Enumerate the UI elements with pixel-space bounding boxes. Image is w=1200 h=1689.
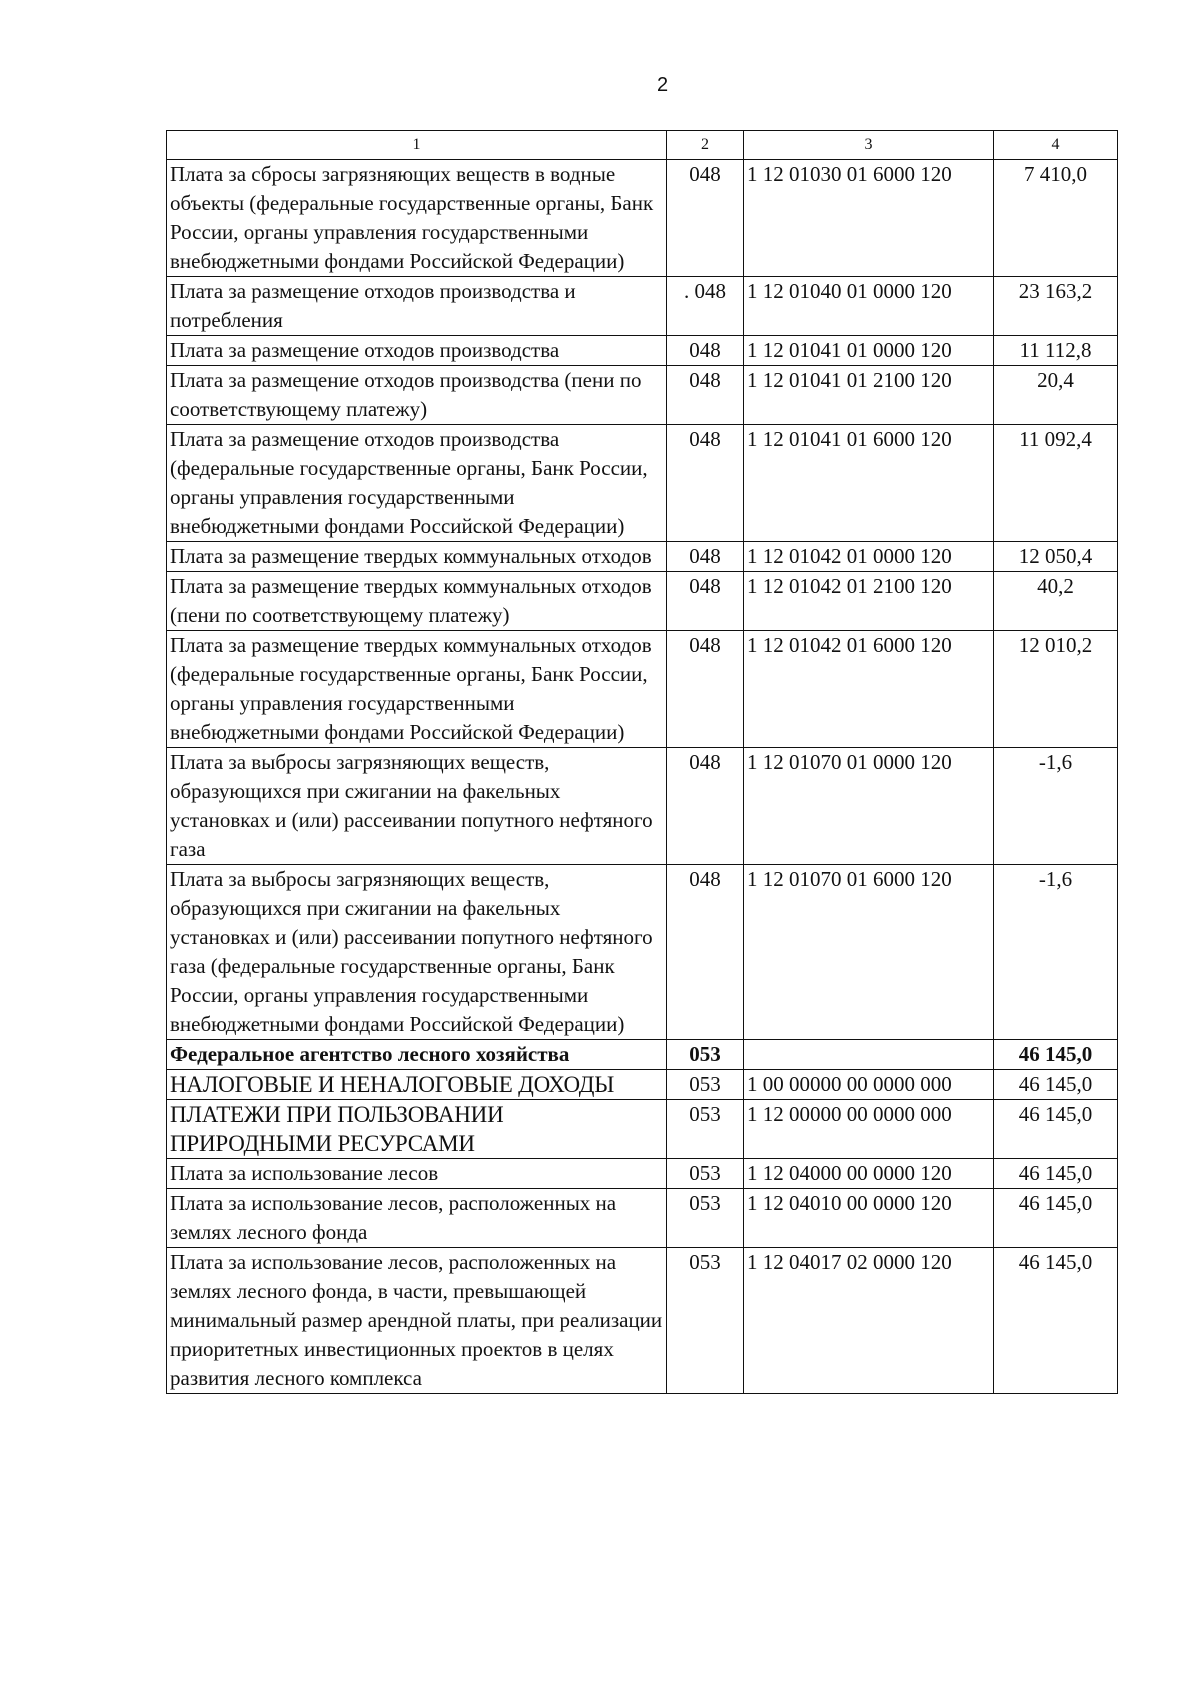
amount-cell: 46 145,0: [994, 1070, 1118, 1100]
description-cell: Плата за использование лесов, расположенных на землях лесного фонда: [167, 1189, 667, 1248]
table-row: [167, 160, 1118, 277]
column-header-1: 1: [167, 131, 667, 160]
budget-code-cell: 1 12 04000 00 0000 120: [744, 1159, 994, 1189]
column-header-4: 4: [994, 131, 1118, 160]
amount-cell: 7 410,0: [994, 160, 1118, 277]
description-cell: Плата за размещение твердых коммунальных отходов (федеральные государственные органы, Банк России, органы управления государственными внебюджетными фондами Российской Федерации): [167, 631, 667, 748]
budget-code-cell: [744, 1040, 994, 1070]
amount-cell: 11 112,8: [994, 336, 1118, 366]
budget-code-cell: 1 12 01070 01 0000 120: [744, 748, 994, 865]
table-row: [167, 366, 1118, 425]
description-cell: Плата за использование лесов: [167, 1159, 667, 1189]
description-cell: Плата за размещение отходов производства: [167, 336, 667, 366]
table-row: [167, 1040, 1118, 1070]
column-header-2: 2: [667, 131, 744, 160]
amount-cell: 46 145,0: [994, 1040, 1118, 1070]
amount-cell: 20,4: [994, 366, 1118, 425]
description-cell: ПЛАТЕЖИ ПРИ ПОЛЬЗОВАНИИ ПРИРОДНЫМИ РЕСУРСАМИ: [167, 1100, 667, 1159]
admin-code-cell: 048: [667, 631, 744, 748]
table-row: [167, 542, 1118, 572]
amount-cell: 12 010,2: [994, 631, 1118, 748]
table-row: [167, 277, 1118, 336]
amount-cell: -1,6: [994, 748, 1118, 865]
budget-code-cell: 1 12 01042 01 0000 120: [744, 542, 994, 572]
budget-code-cell: 1 12 01041 01 2100 120: [744, 366, 994, 425]
admin-code-cell: 048: [667, 748, 744, 865]
admin-code-cell: 053: [667, 1248, 744, 1394]
table-row: [167, 865, 1118, 1040]
budget-code-cell: 1 12 00000 00 0000 000: [744, 1100, 994, 1159]
budget-code-cell: 1 12 04017 02 0000 120: [744, 1248, 994, 1394]
budget-code-cell: 1 12 01070 01 6000 120: [744, 865, 994, 1040]
admin-code-cell: 048: [667, 425, 744, 542]
admin-code-cell: 048: [667, 572, 744, 631]
amount-cell: 46 145,0: [994, 1248, 1118, 1394]
budget-code-cell: 1 12 01041 01 6000 120: [744, 425, 994, 542]
admin-code-cell: 053: [667, 1189, 744, 1248]
amount-cell: 40,2: [994, 572, 1118, 631]
budget-code-cell: 1 12 04010 00 0000 120: [744, 1189, 994, 1248]
description-cell: Плата за выбросы загрязняющих веществ, образующихся при сжигании на факельных установках и (или) рассеивании попутного нефтяного газа (федеральные государственные органы, Банк России, органы управления государственными внебюджетными фондами Российской Федерации): [167, 865, 667, 1040]
description-cell: Плата за выбросы загрязняющих веществ, образующихся при сжигании на факельных установках и (или) рассеивании попутного нефтяного газа: [167, 748, 667, 865]
budget-code-cell: 1 12 01041 01 0000 120: [744, 336, 994, 366]
admin-code-cell: 053: [667, 1040, 744, 1070]
admin-code-cell: 053: [667, 1100, 744, 1159]
table-header-row: [167, 131, 1118, 160]
budget-code-cell: 1 12 01040 01 0000 120: [744, 277, 994, 336]
table-row: [167, 1100, 1118, 1159]
admin-code-cell: 048: [667, 542, 744, 572]
description-cell: Плата за размещение отходов производства (пени по соответствующему платежу): [167, 366, 667, 425]
description-cell: Плата за размещение твердых коммунальных отходов (пени по соответствующему платежу): [167, 572, 667, 631]
budget-code-cell: 1 00 00000 00 0000 000: [744, 1070, 994, 1100]
description-cell: Плата за размещение отходов производства и потребления: [167, 277, 667, 336]
amount-cell: 12 050,4: [994, 542, 1118, 572]
admin-code-cell: 048: [667, 366, 744, 425]
description-cell: Плата за размещение отходов производства (федеральные государственные органы, Банк России, органы управления государственными внебюджетными фондами Российской Федерации): [167, 425, 667, 542]
admin-code-cell: 048: [667, 336, 744, 366]
admin-code-cell: . 048: [667, 277, 744, 336]
budget-code-cell: 1 12 01042 01 6000 120: [744, 631, 994, 748]
admin-code-cell: 053: [667, 1159, 744, 1189]
description-cell: Федеральное агентство лесного хозяйства: [167, 1040, 667, 1070]
table-row: [167, 425, 1118, 542]
description-cell: Плата за сбросы загрязняющих веществ в водные объекты (федеральные государственные органы, Банк России, органы управления государственными внебюджетными фондами Российской Федерации): [167, 160, 667, 277]
table-row: [167, 1159, 1118, 1189]
description-cell: НАЛОГОВЫЕ И НЕНАЛОГОВЫЕ ДОХОДЫ: [167, 1070, 667, 1100]
column-header-3: 3: [744, 131, 994, 160]
table-row: [167, 336, 1118, 366]
description-cell: Плата за размещение твердых коммунальных отходов: [167, 542, 667, 572]
amount-cell: 46 145,0: [994, 1159, 1118, 1189]
budget-code-cell: 1 12 01030 01 6000 120: [744, 160, 994, 277]
amount-cell: 46 145,0: [994, 1100, 1118, 1159]
description-cell: Плата за использование лесов, расположенных на землях лесного фонда, в части, превышающей минимальный размер арендной платы, при реализации приоритетных инвестиционных проектов в целях развития лесного комплекса: [167, 1248, 667, 1394]
amount-cell: 23 163,2: [994, 277, 1118, 336]
table-row: [167, 1248, 1118, 1394]
budget-code-cell: 1 12 01042 01 2100 120: [744, 572, 994, 631]
table-row: [167, 748, 1118, 865]
table-row: [167, 1070, 1118, 1100]
admin-code-cell: 048: [667, 160, 744, 277]
table-body: [167, 160, 1118, 1394]
page-number: 2: [656, 74, 669, 96]
amount-cell: 11 092,4: [994, 425, 1118, 542]
table-row: [167, 1189, 1118, 1248]
table-row: [167, 631, 1118, 748]
amount-cell: 46 145,0: [994, 1189, 1118, 1248]
amount-cell: -1,6: [994, 865, 1118, 1040]
revenue-table: [166, 130, 1118, 1394]
table-row: [167, 572, 1118, 631]
admin-code-cell: 053: [667, 1070, 744, 1100]
admin-code-cell: 048: [667, 865, 744, 1040]
